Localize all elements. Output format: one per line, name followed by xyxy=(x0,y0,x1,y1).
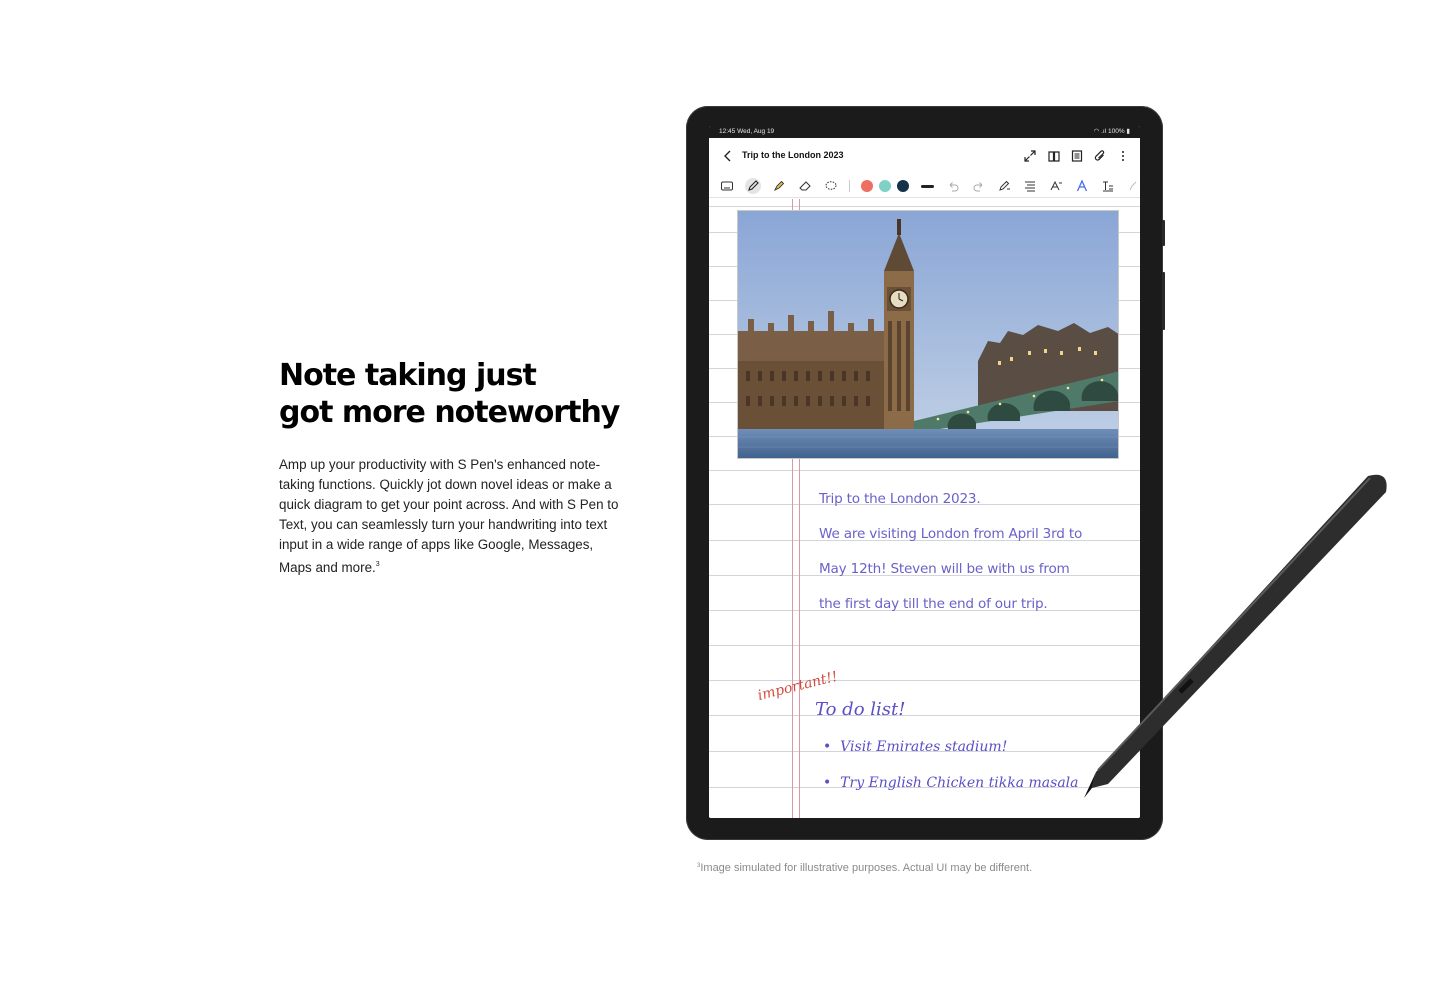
todo-item: • Visit Emirates stadium! xyxy=(823,739,1008,755)
battery-icon: ▮ xyxy=(1126,128,1130,135)
status-bar xyxy=(709,126,1140,138)
battery-level: 100% xyxy=(1107,128,1125,135)
disclaimer xyxy=(697,862,1032,874)
typed-line: May 12th! Steven will be with us from xyxy=(819,561,1070,577)
color-swatch-coral[interactable] xyxy=(861,180,873,192)
todo-item-text: Visit Emirates stadium! xyxy=(840,739,1008,755)
app-bar xyxy=(709,138,1140,174)
undo-icon[interactable] xyxy=(945,178,961,194)
color-swatch-mint[interactable] xyxy=(879,180,891,192)
headline xyxy=(279,357,659,431)
westminster-image xyxy=(738,211,1119,459)
typed-line: We are visiting London from April 3rd to xyxy=(819,526,1083,542)
text-align-icon[interactable] xyxy=(1022,178,1038,194)
ruled-line xyxy=(709,470,1140,471)
typed-line: the first day till the end of our trip. xyxy=(819,596,1048,612)
typed-line: Trip to the London 2023. xyxy=(819,491,981,507)
expand-icon[interactable] xyxy=(1023,149,1037,163)
pen-icon[interactable] xyxy=(745,178,761,194)
footnote-mark: 3 xyxy=(375,561,380,568)
pen-thickness[interactable] xyxy=(921,185,934,188)
note-title: Trip to the London 2023 xyxy=(742,150,844,160)
keyboard-icon[interactable] xyxy=(719,178,735,194)
headline-line-1: Note taking just xyxy=(279,358,536,393)
headline-line-2: got more noteworthy xyxy=(279,395,620,430)
todo-item-text: Try English Chicken tikka masala xyxy=(840,775,1079,791)
side-button xyxy=(1162,272,1165,330)
todo-heading: To do list! xyxy=(815,699,906,720)
eraser-icon[interactable] xyxy=(797,178,813,194)
pen-settings-icon[interactable] xyxy=(997,178,1013,194)
convert-to-text-icon[interactable] xyxy=(1100,178,1116,194)
volume-button xyxy=(1162,220,1165,246)
more-tools-icon[interactable] xyxy=(1126,178,1140,194)
more-options-icon[interactable] xyxy=(1116,149,1130,163)
text-style-icon[interactable] xyxy=(1048,178,1064,194)
note-paper[interactable] xyxy=(709,199,1140,818)
book-view-icon[interactable] xyxy=(1047,149,1061,163)
todo-item: • Try English Chicken tikka masala xyxy=(823,775,1079,791)
attach-icon[interactable] xyxy=(1093,149,1107,163)
body-text: Amp up your productivity with S Pen's enhanced note-taking functions. Quickly jot down novel ideas or make a quick diagram to get your point across. And with S Pen to Text, you can seamlessly turn your handwriting into text input in a wide range of apps like Google, Messages, Maps and more. xyxy=(279,457,619,575)
ruled-line xyxy=(709,645,1140,646)
page-view-icon[interactable] xyxy=(1070,149,1084,163)
status-right xyxy=(1094,126,1130,138)
wifi-icon: ◠ .ıl xyxy=(1093,128,1107,135)
color-swatch-navy[interactable] xyxy=(897,180,909,192)
body-copy xyxy=(279,455,624,578)
ruled-line xyxy=(709,206,1140,207)
highlighter-icon[interactable] xyxy=(771,178,787,194)
disclaimer-mark: 3 xyxy=(697,863,701,869)
status-time-date: 12:45 Wed, Aug 19 xyxy=(719,128,775,135)
back-arrow-icon[interactable] xyxy=(721,149,735,163)
london-photo[interactable] xyxy=(737,210,1119,459)
lasso-icon[interactable] xyxy=(823,178,839,194)
handwriting-style-icon[interactable] xyxy=(1074,178,1090,194)
important-annotation: important!! xyxy=(756,668,840,704)
ruled-line xyxy=(709,680,1140,681)
redo-icon[interactable] xyxy=(971,178,987,194)
disclaimer-text: Image simulated for illustrative purposes. Actual UI may be different. xyxy=(700,862,1033,874)
ruled-line xyxy=(709,715,1140,716)
tablet-screen xyxy=(709,126,1140,818)
toolbar-divider xyxy=(849,180,850,192)
pen-toolbar xyxy=(709,174,1140,198)
